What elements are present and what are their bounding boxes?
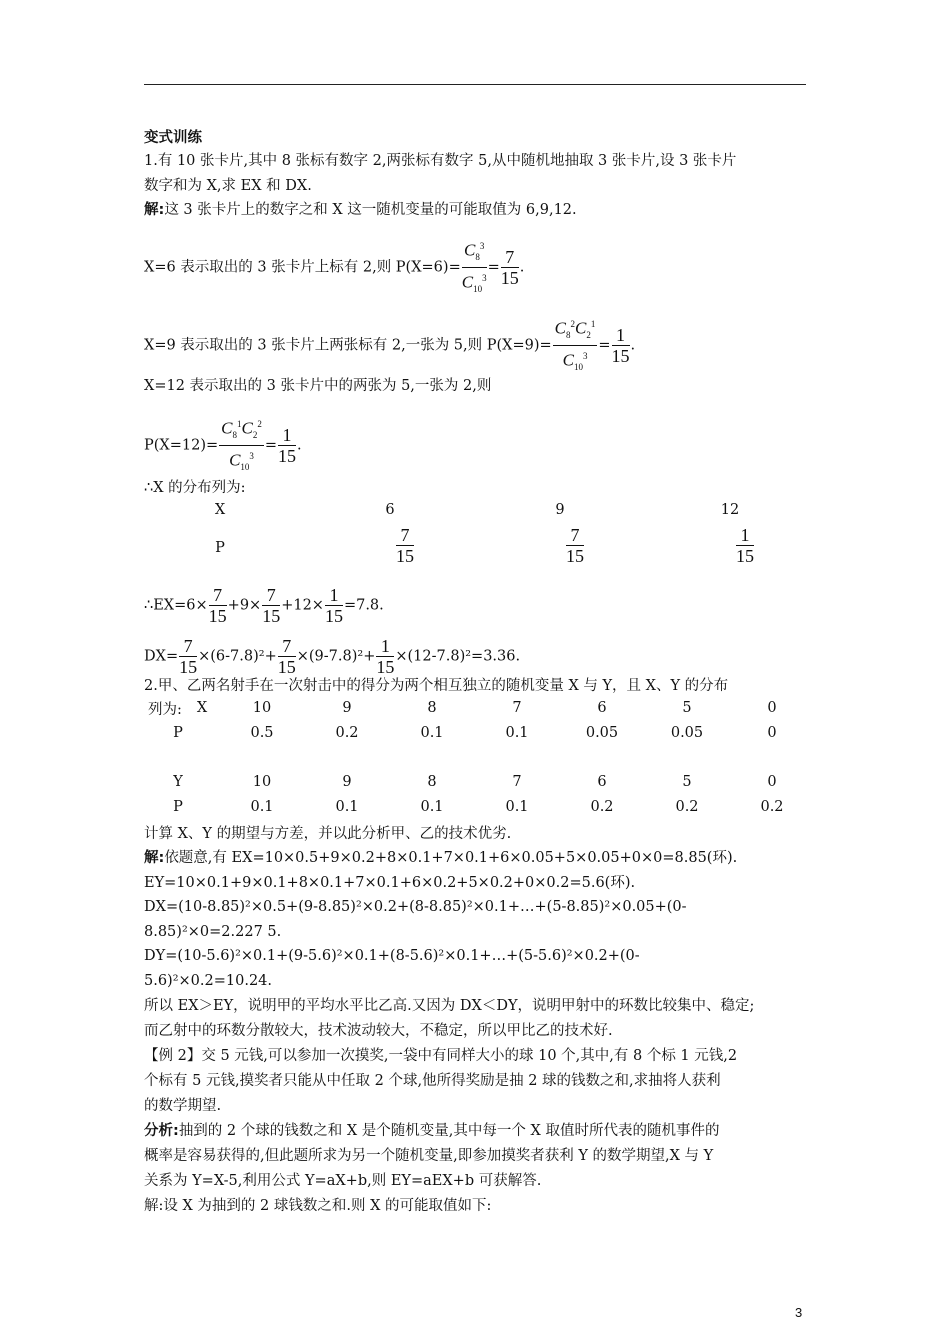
q1-p12-line: P(X=12)= $\frac{C_8^1C_2^2}{C_{10}^3}$ = $\frac{1}{15}$ . bbox=[144, 414, 302, 477]
page-number: 3 bbox=[795, 1305, 803, 1320]
q2-sol-7: 而乙射中的环数分散较大，技术波动较大，不稳定，所以甲比乙的技术好. bbox=[144, 1023, 613, 1039]
q2-sol-0: 解:依题意,有 EX=10×0.5+9×0.2+8×0.1+7×0.1+6×0.05+5×0.05+0×0=8.85(环). bbox=[144, 850, 738, 866]
frac-1-15: $\frac{1}{15}$ bbox=[611, 325, 630, 367]
table-p-6: $\frac{7}{15}$ bbox=[396, 525, 414, 566]
formula-c8-3-over-c10-3: $\frac{C_8^3}{C_{10}^3}$ bbox=[462, 236, 487, 299]
y-table-label: Y bbox=[173, 774, 183, 790]
table-p-label: P bbox=[215, 540, 225, 556]
q2-sol-3: 8.85)²×0=2.227 5. bbox=[144, 924, 282, 940]
y-table-value: 8 bbox=[427, 774, 437, 790]
q1-x6-line: X=6 表示取出的 3 张卡片上标有 2,则 P(X=6)= $\frac{C_8^3}{C_{10}^3}$ = $\frac{7}{15}$ . bbox=[144, 236, 524, 299]
q1-line1: 1.有 10 张卡片,其中 8 张标有数字 2,两张标有数字 5,从中随机地抽取 3 张卡片,设 3 张卡片 bbox=[144, 153, 737, 169]
solution-label: 解: bbox=[144, 850, 165, 866]
x-table-value: 8 bbox=[427, 700, 437, 716]
frac-1-15: $\frac{1}{15}$ bbox=[278, 425, 296, 467]
table-p-12: $\frac{1}{15}$ bbox=[736, 525, 754, 566]
formula-c8-1-c2-2-over-c10-3: $\frac{C_8^1C_2^2}{C_{10}^3}$ bbox=[219, 414, 264, 477]
x-table-p: 0.5 bbox=[250, 725, 274, 741]
x-table-value: 7 bbox=[512, 700, 522, 716]
q2-line2-prefix: 列为: bbox=[148, 702, 182, 718]
x-table-value: 5 bbox=[682, 700, 692, 716]
ex2-line-0: 【例 2】交 5 元钱,可以参加一次摸奖,一袋中有同样大小的球 10 个,其中,有 8 个标 1 元钱,2 bbox=[144, 1048, 738, 1064]
x-table-p: 0.1 bbox=[505, 725, 529, 741]
y-table-value: 6 bbox=[597, 774, 607, 790]
dist-intro: ∴X 的分布列为: bbox=[144, 480, 246, 496]
x-table-p: 0 bbox=[767, 725, 777, 741]
y-table-p: 0.1 bbox=[420, 799, 444, 815]
table-x-12: 12 bbox=[720, 502, 740, 518]
x9-text: X=9 表示取出的 3 张卡片上两张标有 2,一张为 5,则 P(X=9)= bbox=[144, 337, 552, 354]
q2-sol-2: DX=(10-8.85)²×0.5+(9-8.85)²×0.2+(8-8.85)²×0.1+…+(5-8.85)²×0.05+(0- bbox=[144, 899, 687, 915]
y-table-p: 0.2 bbox=[675, 799, 699, 815]
ex2-line-1: 个标有 5 元钱,摸奖者只能从中任取 2 个球,他所得奖励是抽 2 球的钱数之和,求抽将人获利 bbox=[144, 1073, 721, 1089]
y-table-p-label: P bbox=[173, 799, 183, 815]
solution-label: 解: bbox=[144, 202, 165, 218]
y-table-value: 9 bbox=[342, 774, 352, 790]
dx-formula: DX= $\frac{7}{15}$ ×(6-7.8)²+ $\frac{7}{15}$ ×(9-7.8)²+ $\frac{1}{15}$ ×(12-7.8)²=3.36. bbox=[144, 636, 521, 677]
analysis-line-1: 概率是容易获得的,但此题所求为另一个随机变量,即参加摸奖者获利 Y 的数学期望,X 与 Y bbox=[144, 1148, 714, 1164]
x-table-p: 0.2 bbox=[335, 725, 359, 741]
y-table-p: 0.2 bbox=[760, 799, 784, 815]
x-table-value: 10 bbox=[252, 700, 272, 716]
x-table-p-label: P bbox=[173, 725, 183, 741]
ex2-line-2: 的数学期望. bbox=[144, 1098, 222, 1114]
q2-sol-4: DY=(10-5.6)²×0.1+(9-5.6)²×0.1+(8-5.6)²×0.1+…+(5-5.6)²×0.2+(0- bbox=[144, 948, 640, 964]
q2-sol-6: 所以 EX＞EY，说明甲的平均水平比乙高.又因为 DX＜DY，说明甲射中的环数比较集中、稳定; bbox=[144, 998, 755, 1014]
analysis-line-2: 关系为 Y=X-5,利用公式 Y=aX+b,则 EY=aEX+b 可获解答. bbox=[144, 1173, 542, 1189]
x-table-p: 0.05 bbox=[585, 725, 619, 741]
y-table-value: 0 bbox=[767, 774, 777, 790]
section-title: 变式训练 bbox=[144, 130, 202, 146]
frac-7-15: $\frac{7}{15}$ bbox=[500, 247, 519, 289]
table-p-9: $\frac{7}{15}$ bbox=[566, 525, 584, 566]
x-table-value: 0 bbox=[767, 700, 777, 716]
y-table-value: 7 bbox=[512, 774, 522, 790]
y-table-value: 10 bbox=[252, 774, 272, 790]
q1-x9-line: X=9 表示取出的 3 张卡片上两张标有 2,一张为 5,则 P(X=9)= $\frac{C_8^2C_2^1}{C_{10}^3}$ = $\frac{1}{15}$ . bbox=[144, 314, 635, 377]
x-table-p: 0.1 bbox=[420, 725, 444, 741]
q1-line2: 数字和为 X,求 EX 和 DX. bbox=[144, 178, 312, 194]
y-table-p: 0.1 bbox=[335, 799, 359, 815]
x-table-value: 6 bbox=[597, 700, 607, 716]
x6-text: X=6 表示取出的 3 张卡片上标有 2,则 P(X=6)= bbox=[144, 259, 461, 276]
q2-ask: 计算 X、Y 的期望与方差，并以此分析甲、乙的技术优劣. bbox=[144, 826, 512, 842]
x-table-label: X bbox=[196, 700, 208, 716]
analysis-line-0: 分析:抽到的 2 个球的钱数之和 X 是个随机变量,其中每一个 X 取值时所代表的随机事件的 bbox=[144, 1123, 720, 1139]
analysis-label: 分析: bbox=[144, 1123, 179, 1139]
header-rule bbox=[144, 84, 806, 85]
x-table-value: 9 bbox=[342, 700, 352, 716]
ex-formula: ∴EX=6× $\frac{7}{15}$ +9× $\frac{7}{15}$ +12× $\frac{1}{15}$ =7.8. bbox=[144, 585, 384, 626]
formula-c8-2-c2-1-over-c10-3: $\frac{C_8^2C_2^1}{C_{10}^3}$ bbox=[553, 314, 598, 377]
y-table-value: 5 bbox=[682, 774, 692, 790]
q2-sol-1: EY=10×0.1+9×0.1+8×0.1+7×0.1+6×0.2+5×0.2+0×0.2=5.6(环). bbox=[144, 875, 636, 891]
p12-text: P(X=12)= bbox=[144, 437, 219, 454]
q1-solution bbox=[144, 200, 577, 220]
ex2-last-line: 解:设 X 为抽到的 2 球钱数之和.则 X 的可能取值如下: bbox=[144, 1198, 492, 1214]
y-table-p: 0.1 bbox=[250, 799, 274, 815]
q2-line1: 2.甲、乙两名射手在一次射击中的得分为两个相互独立的随机变量 X 与 Y，且 X、Y 的分布 bbox=[144, 678, 729, 694]
q1-x12-line: X=12 表示取出的 3 张卡片中的两张为 5,一张为 2,则 bbox=[144, 378, 492, 394]
x-table-p: 0.05 bbox=[670, 725, 704, 741]
table-x-6: 6 bbox=[385, 502, 395, 518]
table-x-9: 9 bbox=[555, 502, 565, 518]
y-table-p: 0.1 bbox=[505, 799, 529, 815]
solution-text: 这 3 张卡片上的数字之和 X 这一随机变量的可能取值为 6,9,12. bbox=[164, 202, 577, 218]
q2-sol-5: 5.6)²×0.2=10.24. bbox=[144, 973, 273, 989]
table-x-label: X bbox=[214, 502, 226, 518]
y-table-p: 0.2 bbox=[590, 799, 614, 815]
